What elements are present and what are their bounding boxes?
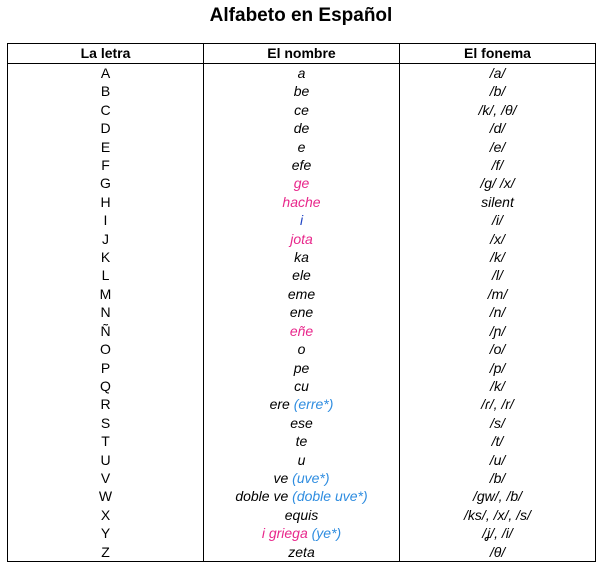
table-row	[8, 487, 596, 505]
phoneme-cell: /u/	[400, 451, 596, 469]
name-segment: de	[293, 120, 310, 137]
phoneme-cell: /ks/, /x/, /s/	[400, 506, 596, 524]
page-title: Alfabeto en Español	[209, 5, 393, 26]
name-cell	[204, 487, 400, 505]
name-cell	[204, 138, 400, 156]
phoneme-cell: /b/	[400, 82, 596, 100]
letter-cell: Y	[8, 524, 204, 542]
letter-cell: Ñ	[8, 322, 204, 340]
name-segment: jota	[290, 230, 313, 247]
letter-cell: I	[8, 211, 204, 229]
name-segment: i	[299, 212, 304, 229]
letter-cell: O	[8, 340, 204, 358]
name-segment: (uve*)	[292, 469, 330, 486]
letter-cell: G	[8, 174, 204, 192]
name-segment: efe	[291, 157, 312, 174]
table-row	[8, 82, 596, 100]
letter-cell: J	[8, 230, 204, 248]
name-cell	[204, 156, 400, 174]
name-segment: u	[297, 451, 306, 468]
letter-cell: B	[8, 82, 204, 100]
table-row	[8, 285, 596, 303]
table-body	[8, 64, 596, 562]
letter-cell: E	[8, 138, 204, 156]
name-segment: hache	[282, 193, 321, 210]
name-cell	[204, 359, 400, 377]
phoneme-cell: /d/	[400, 119, 596, 137]
name-cell	[204, 451, 400, 469]
name-segment: (erre*)	[293, 396, 334, 413]
name-segment: ere	[269, 396, 294, 413]
name-segment: (doble uve*)	[292, 488, 368, 505]
table-row	[8, 469, 596, 487]
letter-cell: Q	[8, 377, 204, 395]
name-segment: ese	[290, 414, 313, 431]
name-cell	[204, 82, 400, 100]
letter-cell: D	[8, 119, 204, 137]
name-cell	[204, 543, 400, 562]
phoneme-cell: /n/	[400, 303, 596, 321]
phoneme-cell: /ɲ/	[400, 322, 596, 340]
table-row	[8, 230, 596, 248]
name-cell	[204, 377, 400, 395]
phoneme-cell: /b/	[400, 469, 596, 487]
letter-cell: F	[8, 156, 204, 174]
table-row	[8, 211, 596, 229]
name-cell	[204, 248, 400, 266]
table-row	[8, 543, 596, 562]
letter-cell: C	[8, 101, 204, 119]
phoneme-cell: /ɾ/, /r/	[400, 395, 596, 413]
name-segment: a	[297, 65, 306, 81]
table-row	[8, 377, 596, 395]
phoneme-cell: /k/	[400, 248, 596, 266]
name-cell	[204, 340, 400, 358]
letter-cell: L	[8, 266, 204, 284]
table-row	[8, 340, 596, 358]
name-segment: o	[297, 341, 306, 358]
name-segment: be	[293, 83, 310, 100]
phoneme-cell: /ʝ/, /i/	[400, 524, 596, 542]
table-row	[8, 64, 596, 83]
name-segment: ka	[294, 249, 309, 266]
name-cell	[204, 266, 400, 284]
phoneme-cell: /θ/	[400, 543, 596, 562]
table-row	[8, 248, 596, 266]
table-row	[8, 156, 596, 174]
letter-cell: Z	[8, 543, 204, 562]
phoneme-cell: /x/	[400, 230, 596, 248]
letter-cell: A	[8, 64, 204, 83]
phoneme-cell: /gw/, /b/	[400, 487, 596, 505]
alphabet-table	[7, 43, 596, 562]
name-segment: cu	[294, 377, 309, 394]
phoneme-cell: /k/	[400, 377, 596, 395]
phoneme-cell: /p/	[400, 359, 596, 377]
name-cell	[204, 322, 400, 340]
table-row	[8, 101, 596, 119]
name-segment: eme	[287, 285, 316, 302]
letter-cell: W	[8, 487, 204, 505]
name-cell	[204, 414, 400, 432]
column-header-letter: La letra	[8, 44, 204, 64]
name-cell	[204, 469, 400, 487]
name-cell	[204, 230, 400, 248]
name-cell	[204, 119, 400, 137]
table-row	[8, 119, 596, 137]
table-row	[8, 359, 596, 377]
name-cell	[204, 64, 400, 83]
table-row	[8, 322, 596, 340]
phoneme-cell: /t/	[400, 432, 596, 450]
letter-cell: H	[8, 193, 204, 211]
letter-cell: V	[8, 469, 204, 487]
phoneme-cell: /i/	[400, 211, 596, 229]
name-segment: zeta	[288, 543, 315, 560]
name-cell	[204, 211, 400, 229]
table-row	[8, 174, 596, 192]
phoneme-cell: /k/, /θ/	[400, 101, 596, 119]
letter-cell: P	[8, 359, 204, 377]
phoneme-cell: /a/	[400, 64, 596, 83]
phoneme-cell: /o/	[400, 340, 596, 358]
column-header-phoneme: El fonema	[400, 44, 596, 64]
name-cell	[204, 303, 400, 321]
table-row	[8, 138, 596, 156]
name-cell	[204, 395, 400, 413]
table-header-row	[8, 44, 596, 64]
name-cell	[204, 432, 400, 450]
letter-cell: S	[8, 414, 204, 432]
table-row	[8, 266, 596, 284]
phoneme-cell: /f/	[400, 156, 596, 174]
name-cell	[204, 285, 400, 303]
phoneme-cell: /s/	[400, 414, 596, 432]
table-row	[8, 395, 596, 413]
name-segment: equis	[284, 506, 319, 523]
name-cell	[204, 193, 400, 211]
name-segment: doble ve	[235, 488, 293, 505]
name-segment: ene	[289, 304, 314, 321]
name-segment: ele	[292, 267, 311, 284]
name-segment: pe	[293, 359, 310, 376]
name-segment: ve	[273, 469, 293, 486]
table-row	[8, 193, 596, 211]
name-cell	[204, 506, 400, 524]
name-cell	[204, 174, 400, 192]
phoneme-cell: silent	[400, 193, 596, 211]
table-row	[8, 432, 596, 450]
name-segment: e	[297, 138, 306, 155]
phoneme-cell: /g/ /x/	[400, 174, 596, 192]
letter-cell: K	[8, 248, 204, 266]
table-row	[8, 524, 596, 542]
name-cell	[204, 524, 400, 542]
phoneme-cell: /e/	[400, 138, 596, 156]
name-cell	[204, 101, 400, 119]
phoneme-cell: /l/	[400, 266, 596, 284]
name-segment: te	[295, 433, 308, 450]
table-row	[8, 451, 596, 469]
table-row	[8, 414, 596, 432]
name-segment: i griega	[261, 525, 312, 542]
name-segment: (ye*)	[311, 525, 342, 542]
letter-cell: R	[8, 395, 204, 413]
name-segment: ce	[294, 101, 309, 118]
letter-cell: X	[8, 506, 204, 524]
phoneme-cell: /m/	[400, 285, 596, 303]
letter-cell: T	[8, 432, 204, 450]
column-header-name: El nombre	[204, 44, 400, 64]
table-row	[8, 303, 596, 321]
name-segment: ge	[293, 175, 310, 192]
name-segment: eñe	[289, 322, 314, 339]
table-row	[8, 506, 596, 524]
letter-cell: M	[8, 285, 204, 303]
letter-cell: N	[8, 303, 204, 321]
letter-cell: U	[8, 451, 204, 469]
